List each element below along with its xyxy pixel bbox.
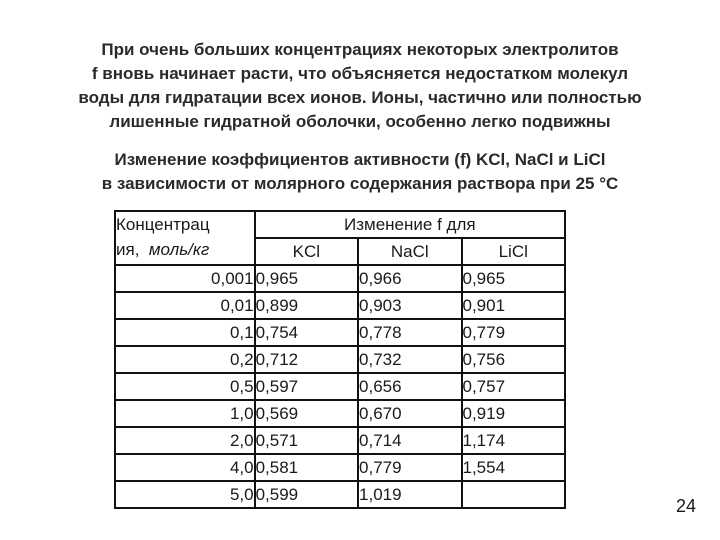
table-row xyxy=(115,427,565,454)
concentration-unit: моль/кг xyxy=(148,240,210,259)
concentration-cell: 0,001 xyxy=(115,265,255,292)
concentration-header xyxy=(115,211,255,265)
concentration-cell: 1,0 xyxy=(115,400,255,427)
nacl-cell: 0,903 xyxy=(358,292,461,319)
kcl-cell: 0,571 xyxy=(255,427,358,454)
kcl-cell: 0,581 xyxy=(255,454,358,481)
paragraph-line: воды для гидратации всех ионов. Ионы, частично или полностью xyxy=(78,88,642,107)
table-row xyxy=(115,319,565,346)
column-header-licl: LiCl xyxy=(462,238,566,265)
licl-cell: 0,757 xyxy=(462,373,566,400)
concentration-cell: 0,1 xyxy=(115,319,255,346)
nacl-cell: 0,732 xyxy=(358,346,461,373)
page-number: 24 xyxy=(675,496,696,516)
nacl-cell: 1,019 xyxy=(358,481,461,508)
kcl-cell: 0,569 xyxy=(255,400,358,427)
column-header-nacl: NaCl xyxy=(358,238,461,265)
nacl-cell: 0,966 xyxy=(358,265,461,292)
licl-cell: 0,919 xyxy=(462,400,566,427)
concentration-cell: 0,5 xyxy=(115,373,255,400)
kcl-cell: 0,712 xyxy=(255,346,358,373)
kcl-cell: 0,599 xyxy=(255,481,358,508)
caption-line: Изменение коэффициентов активности (f) KCl, NaCl и LiCl xyxy=(114,150,606,169)
concentration-cell: 2,0 xyxy=(115,427,255,454)
table-row xyxy=(115,400,565,427)
concentration-cell: 4,0 xyxy=(115,454,255,481)
nacl-cell: 0,778 xyxy=(358,319,461,346)
paragraph-line: f вновь начинает расти, что объясняется недостатком молекул xyxy=(91,64,629,83)
concentration-header-line2: ия, xyxy=(116,240,140,259)
nacl-cell: 0,656 xyxy=(358,373,461,400)
concentration-cell: 5,0 xyxy=(115,481,255,508)
table-row xyxy=(115,481,565,508)
table-row xyxy=(115,373,565,400)
table-row xyxy=(115,265,565,292)
licl-cell: 1,174 xyxy=(462,427,566,454)
paragraph-line: лишенные гидратной оболочки, особенно легко подвижны xyxy=(109,112,611,131)
table-row xyxy=(115,292,565,319)
concentration-header-line1: Концентрац xyxy=(116,215,210,234)
activity-coefficient-table xyxy=(114,210,566,509)
intro-paragraph xyxy=(20,38,700,134)
kcl-cell: 0,899 xyxy=(255,292,358,319)
nacl-cell: 0,779 xyxy=(358,454,461,481)
table-caption xyxy=(20,148,700,196)
table-header-row xyxy=(115,211,565,238)
nacl-cell: 0,714 xyxy=(358,427,461,454)
licl-cell: 0,756 xyxy=(462,346,566,373)
group-header: Изменение f для xyxy=(255,211,565,238)
kcl-cell: 0,754 xyxy=(255,319,358,346)
licl-cell: 0,779 xyxy=(462,319,566,346)
kcl-cell: 0,597 xyxy=(255,373,358,400)
column-header-kcl: KCl xyxy=(255,238,358,265)
licl-cell xyxy=(462,481,566,508)
licl-cell: 0,965 xyxy=(462,265,566,292)
table-row xyxy=(115,346,565,373)
concentration-cell: 0,01 xyxy=(115,292,255,319)
concentration-cell: 0,2 xyxy=(115,346,255,373)
caption-line: в зависимости от молярного содержания раствора при 25 °С xyxy=(101,174,619,193)
table-row xyxy=(115,454,565,481)
licl-cell: 0,901 xyxy=(462,292,566,319)
nacl-cell: 0,670 xyxy=(358,400,461,427)
kcl-cell: 0,965 xyxy=(255,265,358,292)
paragraph-line: При очень больших концентрациях некоторых электролитов xyxy=(101,40,619,59)
licl-cell: 1,554 xyxy=(462,454,566,481)
